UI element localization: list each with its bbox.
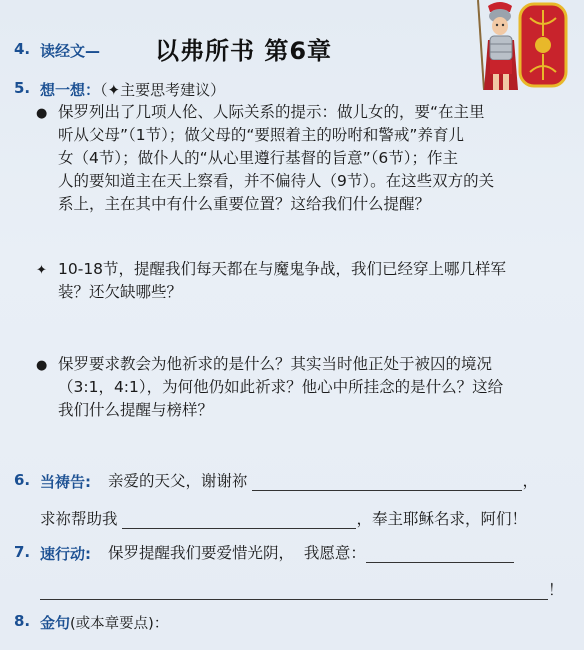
section-7-label: 速行动:: [40, 545, 91, 563]
section-4-number: 4.: [14, 40, 31, 58]
question-line: 保罗要求教会为他祈求的是什么？其实当时他正处于被囚的境况: [58, 355, 493, 373]
prayer-text-1: 亲爱的天父，谢谢祢: [108, 472, 248, 490]
chapter-title: 以弗所书 第6章: [155, 37, 333, 65]
question-line: 装？还欠缺哪些？: [58, 283, 183, 301]
verse-label: 金句: [40, 614, 71, 632]
prayer-blank-1[interactable]: [252, 472, 522, 491]
prayer-end-2: ，奉主耶稣名求，阿们！: [356, 510, 527, 528]
prayer-end-1: ，: [522, 472, 538, 490]
bullet-icon: ●: [36, 358, 48, 373]
verse-note: (或本章要点)：: [70, 616, 169, 632]
prayer-blank-2[interactable]: [122, 510, 356, 529]
action-text: 保罗提醒我们要爱惜光阴， 我愿意：: [108, 544, 366, 562]
section-6-label: 当祷告:: [40, 473, 91, 491]
think-question-1: [58, 101, 494, 216]
roman-soldier-illustration: [470, 0, 584, 90]
star-bullet-icon: ✦: [36, 263, 47, 278]
think-label: 想一想：: [40, 81, 101, 99]
question-line: （3:1，4:1），为何他仍如此祈求？他心中所挂念的是什么？这给: [58, 378, 504, 396]
question-line: 系上，主在其中有什么重要位置？这给我们什么提醒？: [58, 195, 431, 213]
action-line-1: [108, 541, 514, 563]
action-blank-1[interactable]: [366, 544, 514, 563]
section-5-number: 5.: [14, 79, 31, 97]
action-blank-2[interactable]: [40, 581, 548, 600]
section-6-number: 6.: [14, 471, 31, 489]
question-line: 听从父母”（1节）；做父母的“要照着主的吩咐和警戒”养育儿: [58, 126, 464, 144]
question-line: 保罗列出了几项人伦、人际关系的提示：做儿女的，要“在主里: [58, 103, 485, 121]
section-4-label: 读经文—: [40, 42, 101, 60]
prayer-line-2: [40, 507, 527, 529]
action-end: ！: [548, 581, 564, 599]
action-line-2: [40, 578, 564, 600]
section-7-number: 7.: [14, 543, 31, 561]
think-question-3: [58, 353, 503, 422]
bullet-icon: ●: [36, 106, 48, 121]
question-line: 女（4节）；做仆人的“从心里遵行基督的旨意”（6节）；作主: [58, 149, 459, 167]
section-5-label: [40, 79, 225, 100]
section-8-label: [40, 612, 168, 633]
question-line: 我们什么提醒与榜样？: [58, 401, 214, 419]
question-line: 10-18节，提醒我们每天都在与魔鬼争战，我们已经穿上哪几样军: [58, 260, 507, 278]
question-line: 人的要知道主在天上察看，并不偏待人（9节）。在这些双方的关: [58, 172, 495, 190]
section-8-number: 8.: [14, 612, 31, 630]
think-question-2: [58, 258, 506, 304]
prayer-line-1: [108, 469, 538, 491]
think-note: （✦主要思考建议）: [100, 81, 226, 99]
prayer-text-2: 求祢帮助我: [40, 510, 118, 528]
